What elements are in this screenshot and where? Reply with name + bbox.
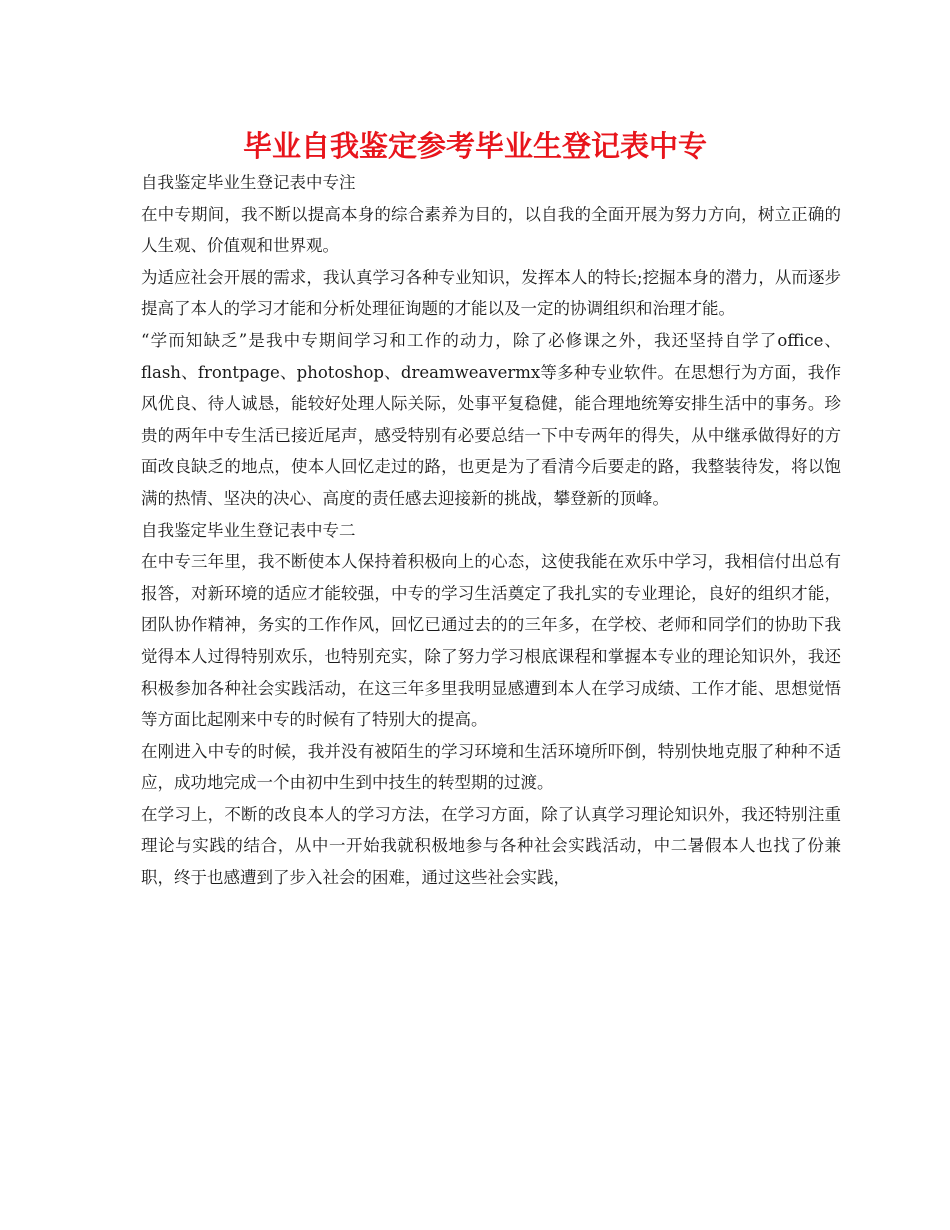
- paragraph: 在中专期间，我不断以提高本身的综合素养为目的，以自我的全面开展为努力方向，树立正确的人生观、价值观和世界观。: [141, 204, 841, 256]
- section-heading-2: 自我鉴定毕业生登记表中专二: [141, 520, 356, 540]
- paragraph: “学而知缺乏”是我中专期间学习和工作的动力，除了必修课之外，我还坚持自学了office、flash、frontpage、photoshop、dreamweavermx等多种专业软件。在思想行为方面，我作风优良、待人诚恳，能较好处理人际关际，处事平复稳健，能合理地统筹安排生活中的事务。珍贵的两年中专生活已接近尾声，感受特别有必要总结一下中专两年的得失，从中继承做得好的方面改良缺乏的地点，使本人回忆走过的路，也更是为了看清今后要走的路，我整装待发，将以饱满的热情、坚决的决心、高度的责任感去迎接新的挑战，攀登新的顶峰。: [141, 330, 841, 508]
- document-body: [141, 167, 841, 894]
- paragraph: 在学习上，不断的改良本人的学习方法，在学习方面，除了认真学习理论知识外，我还特别注重理论与实践的结合，从中一开始我就积极地参与各种社会实践活动，中二暑假本人也找了份兼职，终于也感遭到了步入社会的困难，通过这些社会实践，: [141, 804, 841, 888]
- document-title: 毕业自我鉴定参考毕业生登记表中专: [242, 129, 707, 163]
- paragraph: 为适应社会开展的需求，我认真学习各种专业知识，发挥本人的特长;挖掘本身的潜力，从而逐步提高了本人的学习才能和分析处理征询题的才能以及一定的协调组织和治理才能。: [141, 267, 841, 319]
- paragraph: 在中专三年里，我不断使本人保持着积极向上的心态，这使我能在欢乐中学习，我相信付出总有报答，对新环境的适应才能较强，中专的学习生活奠定了我扎实的专业理论，良好的组织才能，团队协作精神，务实的工作作风，回忆已通过去的的三年多，在学校、老师和同学们的协助下我觉得本人过得特别欢乐，也特别充实，除了努力学习根底课程和掌握本专业的理论知识外，我还积极参加各种社会实践活动，在这三年多里我明显感遭到本人在学习成绩、工作才能、思想觉悟等方面比起刚来中专的时候有了特别大的提高。: [141, 552, 841, 730]
- section-heading-1: 自我鉴定毕业生登记表中专注: [141, 173, 356, 192]
- paragraph: 在刚进入中专的时候，我并没有被陌生的学习环境和生活环境所吓倒，特别快地克服了种种不适应，成功地完成一个由初中生到中技生的转型期的过渡。: [141, 741, 841, 793]
